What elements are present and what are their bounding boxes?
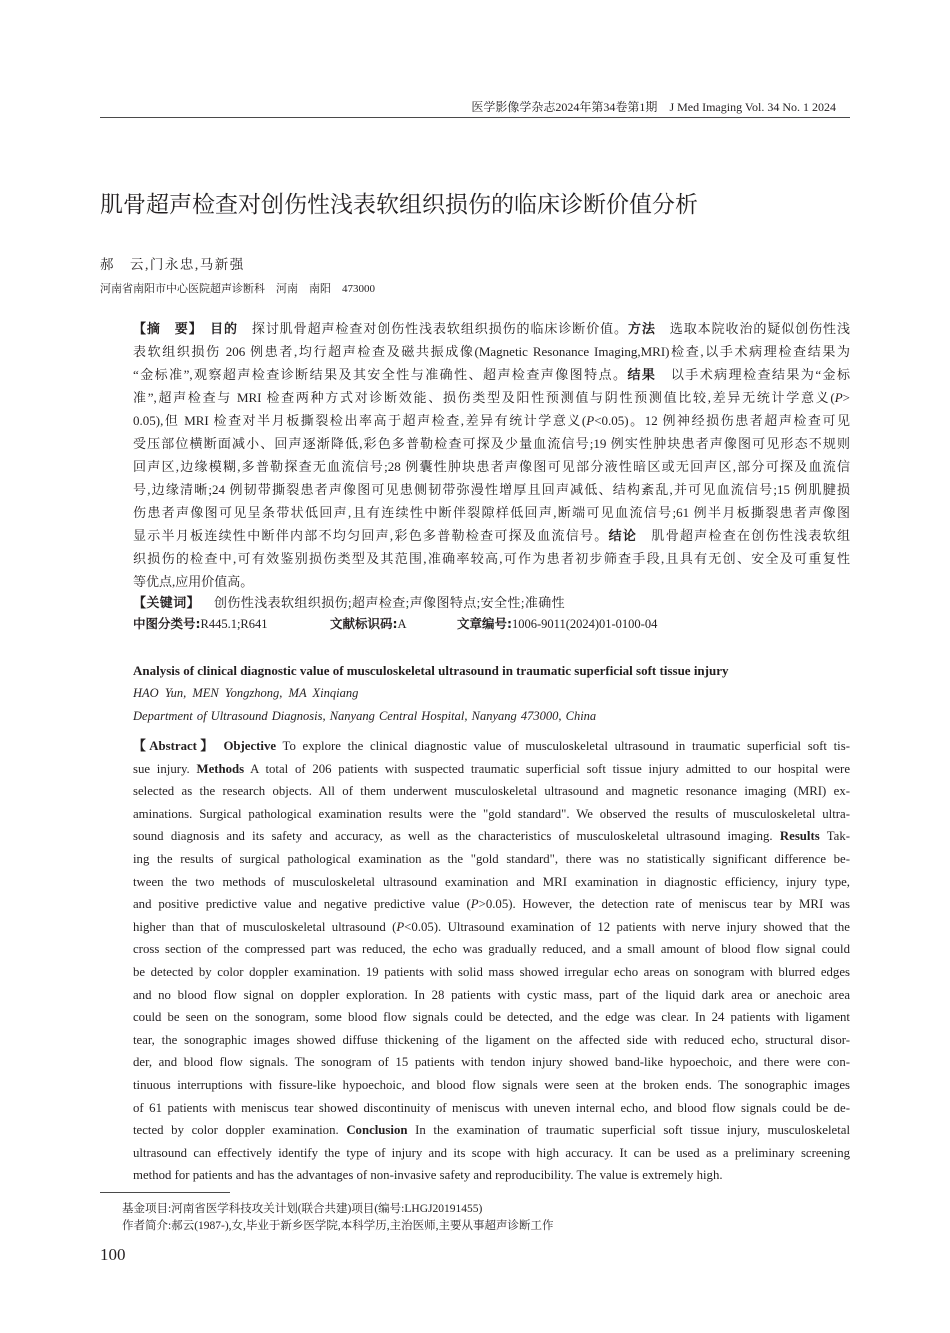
abstract-cn-line [133,570,850,593]
doc-label: 文献标识码: [330,616,398,631]
abstract-en-line [133,1051,850,1074]
abstract-en-text: >0.05). However, the detection rate of meniscus tear by MRI was [478,897,850,912]
abstract-en-text: selected as the research objects. All of them underwent musculoskeletal ultrasound and magnetic resonance imaging (MRI) ex- [133,784,850,799]
keywords-text: 创伤性浅表软组织损伤;超声检查;声像图特点;安全性;准确性 [214,595,566,610]
classification-line [0,614,950,634]
abstract-en-section-label: 【Abstract】 [133,739,217,753]
header-rule [100,117,850,118]
abstract-cn-section-label: 结论 [608,529,638,544]
statistic-symbol: P [470,897,479,912]
abstract-en-text: aminations. Surgical pathological examination results were the "gold standard". We observed the results of musculoskeletal ultra- [133,806,850,821]
abstract-en-text: <0.05). Ultrasound examination of 12 patients with nerve injury showed that the [404,919,850,934]
abstract-en-text: cross section of the compressed part was reduced, the echo was gradually reduced, and a small amount of blood flow signal could [133,942,850,957]
clc-number [133,614,268,634]
keywords-cn [133,592,565,614]
abstract-cn-section-label: 方法 [628,322,656,337]
abstract-en-line [133,758,850,781]
abstract-en-text: der, and blood flow signals. The sonogram of 15 patients with tendon injury showed band-like hypoechoic, and there were con- [133,1055,850,1070]
affiliation-cn: 河南省南阳市中心医院超声诊断科 河南 南阳 473000 [100,283,375,295]
abstract-cn-line [133,501,850,524]
authors-en: HAO Yun, MEN Yongzhong, MA Xinqiang [133,686,359,700]
abstract-cn [133,317,850,593]
abstract-cn-line [133,363,850,386]
keywords-label: 【关键词】 [133,596,201,611]
abstract-en-text: of 61 patients with meniscus tear showed discontinuity of meniscus with uneven internal echo, and blood flow signals could be de- [133,1100,850,1115]
abstract-cn-section-label: 结果 [627,368,657,383]
page-number: 100 [100,1245,126,1264]
article-label: 文章编号: [457,616,512,631]
abstract-cn-line [133,547,850,570]
abstract-en-line [133,1142,850,1165]
article-number [457,614,657,634]
abstract-cn-line [133,455,850,478]
abstract-cn-line [133,317,850,340]
abstract-cn-text: 织损伤的检查中,可有效鉴别损伤类型及其范围,准确率较高,可作为患者初步筛查手段,且具有无创、安全及可重复性 [133,551,850,566]
running-header [471,99,836,115]
abstract-cn-text: 探讨肌骨超声检查对创伤性浅表软组织损伤的临床诊断价值。 [237,321,628,336]
abstract-en-line [133,1006,850,1029]
abstract-en-line [133,871,850,894]
clc-label: 中图分类号: [133,616,201,631]
abstract-en [133,735,850,1187]
article-title-en: Analysis of clinical diagnostic value of musculoskeletal ultrasound in traumatic superficial soft tissue injury [133,663,729,678]
abstract-en-text: higher than that of musculoskeletal ultrasound ( [133,919,397,934]
abstract-cn-line [133,432,850,455]
statistic-symbol: P [586,413,595,428]
abstract-cn-text: 回声区,边缘模糊,多普勒探查无血流信号;28 例囊性肿块患者声像图可见部分液性暗区或无回声区,部分可探及血流信 [133,459,850,474]
abstract-en-line [133,780,850,803]
abstract-en-text: In the examination of traumatic superficial soft tissue injury, musculoskeletal [407,1123,850,1138]
journal-name-cn: 医学影像学杂志2024年第34卷第1期 [471,100,658,114]
abstract-en-text: A total of 206 patients with suspected traumatic superficial soft tissue injury admitted to our hospital were [244,761,850,776]
abstract-en-line [133,825,850,848]
article-title-cn: 肌骨超声检查对创伤性浅表软组织损伤的临床诊断价值分析 [100,192,698,218]
abstract-cn-text: 0.05),但 MRI 检查对半月板撕裂检出率高于超声检查,差异有统计学意义( [133,413,587,428]
abstract-cn-text: 以手术病理检查结果为“金标 [656,367,850,382]
abstract-en-text: method for patients and has the advantages of non-invasive safety and reproducibility. The value is extremely high. [133,1168,723,1183]
abstract-cn-text: 号,边缘清晰;24 例韧带撕裂患者声像图可见患侧韧带弥漫性增厚且回声减低、结构紊乱,并可见血流信号;15 例肌腱损 [133,482,850,497]
abstract-cn-text: “金标准”,观察超声检查诊断结果及其安全性与准确性、超声检查声像图特点。 [133,367,628,382]
abstract-en-line [133,1097,850,1120]
abstract-en-text: sue injury. [133,761,190,776]
abstract-en-text: tinuous interruptions with fissure-like hypoechoic, and blood flow signals were seen at the broken ends. The sonographic images [133,1077,850,1092]
abstract-en-line [133,961,850,984]
abstract-en-text: ing the results of surgical pathological examination as the "gold standard", there was no statistically significant difference be- [133,851,850,866]
statistic-symbol: P [834,390,843,405]
abstract-cn-text: 受压部位横断面减小、回声逐渐降低,彩色多普勒检查可探及少量血流信号;19 例实性肿块患者声像图可见形态不规则 [133,436,850,451]
abstract-en-line [133,984,850,1007]
article-value: 1006-9011(2024)01-0100-04 [512,617,658,631]
affiliation-en: Department of Ultrasound Diagnosis, Nanyang Central Hospital, Nanyang 473000, China [133,709,597,723]
document-code [330,614,407,634]
footnote-author-bio: 作者简介:郝云(1987-),女,毕业于新乡医学院,本科学历,主治医师,主要从事超声诊断工作 [122,1220,554,1232]
abstract-cn-text: 显示半月板连续性中断伴内部不均匀回声,彩色多普勒检查可探及血流信号。 [133,528,609,543]
abstract-cn-section-label: 目的 [196,322,238,337]
abstract-en-text: Tak- [819,829,851,844]
abstract-en-line [133,1074,850,1097]
abstract-en-line [133,803,850,826]
abstract-en-text: tear, the sonographic images showed diffuse thickening of the ligament on the affected side with reduced echo, structural disor- [133,1032,850,1047]
abstract-cn-line [133,478,850,501]
abstract-en-section-label: Objective [216,739,277,753]
abstract-en-line [133,916,850,939]
abstract-en-text: sound diagnosis and its safety and accuracy, as well as the characteristics of musculoskeletal ultrasound imaging. [133,829,773,844]
abstract-en-text: could be seen on the sonogram, some blood flow signals could be detected, and the edge was clear. In 24 patients with ligament [133,1010,850,1025]
abstract-cn-text: > [842,390,850,405]
abstract-en-text: ultrasound can effectively identify the type of injury and its scope with high accuracy. It can be used as a preliminary screening [133,1145,850,1160]
abstract-en-section-label: Conclusion [338,1123,408,1138]
abstract-cn-text: 等优点,应用价值高。 [133,574,254,589]
abstract-cn-text: <0.05)。12 例神经损伤患者超声检查可见 [594,413,850,428]
abstract-cn-line [133,524,850,547]
abstract-cn-text: 肌骨超声检查在创伤性浅表软组 [637,528,850,543]
abstract-en-line [133,1164,850,1187]
abstract-en-text: tected by color doppler examination. [133,1123,339,1138]
abstract-en-line [133,1119,850,1142]
footnote-funding: 基金项目:河南省医学科技攻关计划(联合共建)项目(编号:LHGJ20191455) [122,1203,483,1215]
authors-cn: 郝 云,门永忠,马新强 [100,257,245,272]
statistic-symbol: P [396,919,405,934]
abstract-en-line [133,735,850,758]
abstract-en-text: be detected by color doppler examination. 19 patients with solid mass showed irregular echo areas on sonogram with blurred edges [133,964,850,979]
abstract-cn-line [133,340,850,363]
abstract-cn-text: 表软组织损伤 206 例患者,均行超声检查及磁共振成像(Magnetic Resonance Imaging,MRI)检查,以手术病理检查结果为 [133,344,850,359]
doc-value: A [397,617,407,631]
footnote-rule [100,1192,230,1193]
abstract-en-text: and no blood flow signal on doppler exploration. In 28 patients with cystic mass, part of the liquid dark area or anechoic area [133,987,850,1002]
abstract-cn-text: 准”,超声检查与 MRI 检查两种方式对诊断效能、损伤类型及阳性预测值与阴性预测值比较,差异无统计学意义( [133,390,835,405]
abstract-cn-text: 选取本院收治的疑似创伤性浅 [655,321,850,336]
abstract-cn-text: 伤患者声像图可见呈条带状低回声,且有连续性中断伴裂隙样低回声,断端可见血流信号;61 例半月板撕裂患者声像图 [133,505,850,520]
abstract-en-line [133,893,850,916]
abstract-en-text: tween the two methods of musculoskeletal ultrasound examination and MRI examination in diagnostic efficiency, injury type, [133,874,850,889]
abstract-cn-line [133,409,850,432]
abstract-en-section-label: Results [772,829,820,844]
abstract-cn-section-label: 【摘 要】 [133,322,197,337]
abstract-en-line [133,938,850,961]
clc-value: R445.1;R641 [200,617,268,631]
abstract-en-text: To explore the clinical diagnostic value of musculoskeletal ultrasound in traumatic superficial soft tis- [276,739,850,753]
abstract-cn-line [133,386,850,409]
abstract-en-line [133,848,850,871]
abstract-en-line [133,1029,850,1052]
abstract-en-text: and positive predictive value and negative predictive value ( [133,897,471,912]
abstract-en-section-label: Methods [189,761,245,776]
journal-name-en: J Med Imaging Vol. 34 No. 1 2024 [669,100,836,114]
